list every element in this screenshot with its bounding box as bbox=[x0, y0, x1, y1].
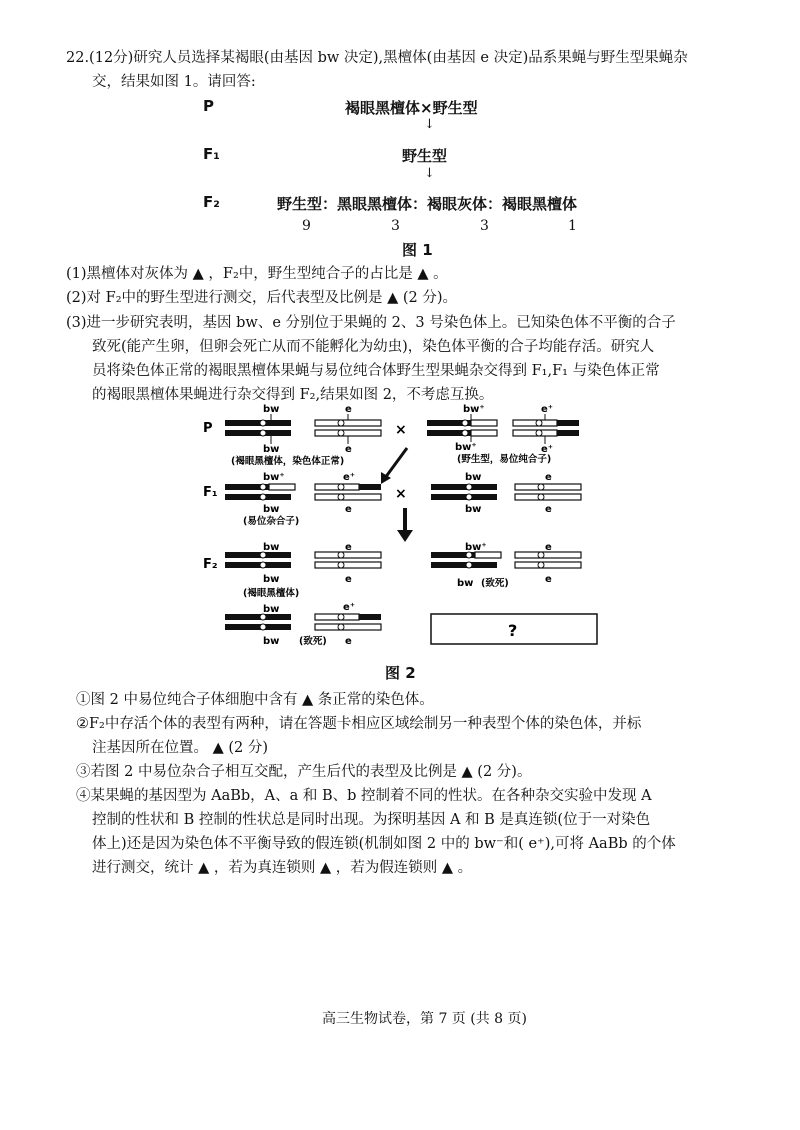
fig2-caption: 图 2 bbox=[385, 664, 416, 682]
fig2-f2c-gene-bw-top: bw bbox=[263, 604, 280, 615]
question-line-2: 交，结果如图 1。请回答: bbox=[92, 74, 256, 90]
fig2-f1-label: F₁ bbox=[203, 485, 218, 500]
fig2-p-gene-bwp-top: bw⁺ bbox=[463, 404, 485, 415]
fig2-f1-gene-bwp: bw⁺ bbox=[263, 472, 285, 483]
fig2-p-right-caption: (野生型，易位纯合子) bbox=[457, 454, 552, 465]
subq-1: ①图 2 中易位纯合子体细胞中含有 ▲ 条正常的染色体。 bbox=[76, 692, 434, 708]
fig2-f2c-gene-ep: e⁺ bbox=[343, 602, 356, 613]
fig1-p-label: P bbox=[203, 97, 214, 115]
fig2-f2b-caption: (致死) bbox=[481, 578, 509, 589]
question-line-1: 22.(12分)研究人员选择某褐眼(由基因 bw 决定),黑檀体(由基因 e 决定)品系果蝇与野生型果蝇杂 bbox=[66, 50, 688, 66]
fig2-f1r-gene-e-top: e bbox=[545, 472, 552, 483]
fig2-f1-gene-bw: bw bbox=[263, 504, 280, 515]
fig1-ratio-3: 3 bbox=[480, 218, 489, 234]
fig2-f2b-gene-bwp: bw⁺ bbox=[465, 542, 487, 553]
subq-4-line-3: 体上)还是因为染色体不平衡导致的假连锁(机制如图 2 中的 bw⁻和( e⁺),可将 AaBb 的个体 bbox=[92, 836, 676, 852]
fig2-f2c-caption: (致死) bbox=[299, 636, 327, 647]
q3-line-2: 致死(能产生卵，但卵会死亡从而不能孵化为幼虫)，染色体平衡的合子均能存活。研究人 bbox=[92, 339, 655, 355]
fig2-f2a-caption: (褐眼黑檀体) bbox=[243, 588, 300, 599]
fig2-f2c-gene-bw-bot: bw bbox=[263, 636, 280, 647]
fig1-f2-text: 野生型：黑眼黑檀体：褐眼灰体：褐眼黑檀体 bbox=[277, 195, 578, 213]
fig2-f1r-gene-bw-top: bw bbox=[465, 472, 482, 483]
fig2-f1r-gene-bw-bot: bw bbox=[465, 504, 482, 515]
fig2-f2a-gene-e-top: e bbox=[345, 542, 352, 553]
subq-2-line-2: 注基因所在位置。 ▲ (2 分) bbox=[92, 740, 269, 756]
fig2-f2a-gene-bw-top: bw bbox=[263, 542, 280, 553]
fig1-p-cross: 褐眼黑檀体×野生型 bbox=[345, 99, 478, 117]
q3-line-1: (3)进一步研究表明，基因 bw、e 分别位于果蝇的 2、3 号染色体上。已知染色体不平衡的合子 bbox=[66, 315, 676, 331]
fig1-f2-label: F₂ bbox=[203, 193, 220, 211]
fig2-f2-label: F₂ bbox=[203, 557, 218, 572]
fig2-f1r-gene-e-bot: e bbox=[545, 504, 552, 515]
fig1-f1-label: F₁ bbox=[203, 145, 220, 163]
fig2-f1-cross: × bbox=[395, 486, 407, 502]
fig1-caption: 图 1 bbox=[402, 241, 433, 259]
page-footer: 高三生物试卷，第 7 页 (共 8 页) bbox=[322, 1011, 527, 1027]
q2-text: (2)对 F₂中的野生型进行测交，后代表型及比例是 ▲ (2 分)。 bbox=[66, 290, 458, 306]
fig1-f1-text: 野生型 bbox=[402, 147, 448, 165]
subq-2-line-1: ②F₂中存活个体的表型有两种，请在答题卡相应区域绘制另一种表型个体的染色体，并标 bbox=[76, 716, 642, 732]
subq-4-line-2: 控制的性状和 B 控制的性状总是同时出现。为探明基因 A 和 B 是真连锁(位于一对染色 bbox=[92, 812, 651, 828]
fig2-p-left-caption: (褐眼黑檀体，染色体正常) bbox=[231, 456, 345, 467]
fig1-arrow-2: ↓ bbox=[424, 166, 435, 181]
q3-line-4: 的褐眼黑檀体果蝇进行杂交得到 F₂,结果如图 2，不考虑互换。 bbox=[92, 387, 494, 403]
fig2-p-gene-e-bot: e bbox=[345, 444, 352, 455]
q3-line-3: 员将染色体正常的褐眼黑檀体果蝇与易位纯合体野生型果蝇杂交得到 F₁,F₁ 与染色体正常 bbox=[92, 363, 660, 379]
subq-4-line-1: ④某果蝇的基因型为 AaBb，A、a 和 B、b 控制着不同的性状。在各种杂交实验中发现 A bbox=[76, 788, 652, 804]
fig2-f2b-gene-e-bot: e bbox=[545, 574, 552, 585]
fig2-p-label: P bbox=[203, 421, 213, 436]
fig2-p-gene-bw-bot: bw bbox=[263, 444, 280, 455]
fig2-f1-gene-e: e bbox=[345, 504, 352, 515]
fig2-p-gene-bw-top: bw bbox=[263, 404, 280, 415]
fig2-f2b-gene-e-top: e bbox=[545, 542, 552, 553]
fig2-f2c-gene-e: e bbox=[345, 636, 352, 647]
figure-2-diagram bbox=[195, 400, 615, 650]
fig2-p-gene-ep-bot: e⁺ bbox=[541, 444, 554, 455]
fig2-f2a-gene-e-bot: e bbox=[345, 574, 352, 585]
fig1-ratio-2: 3 bbox=[391, 218, 400, 234]
subq-3: ③若图 2 中易位杂合子相互交配，产生后代的表型及比例是 ▲ (2 分)。 bbox=[76, 764, 532, 780]
fig1-ratio-4: 1 bbox=[568, 218, 577, 234]
q1-text: (1)黑檀体对灰体为 ▲ ，F₂中，野生型纯合子的占比是 ▲ 。 bbox=[66, 266, 448, 282]
fig2-unknown: ? bbox=[508, 621, 518, 640]
fig2-p-gene-bwp-bot: bw⁺ bbox=[455, 442, 477, 453]
fig2-p-gene-e-top: e bbox=[345, 404, 352, 415]
fig2-p-gene-ep-top: e⁺ bbox=[541, 404, 554, 415]
fig1-arrow-1: ↓ bbox=[424, 117, 435, 132]
fig1-ratio-1: 9 bbox=[302, 218, 311, 234]
fig2-p-cross: × bbox=[395, 422, 407, 438]
fig2-f2a-gene-bw-bot: bw bbox=[263, 574, 280, 585]
fig2-f1-gene-ep: e⁺ bbox=[343, 472, 356, 483]
subq-4-line-4: 进行测交，统计 ▲ ，若为真连锁则 ▲ ，若为假连锁则 ▲ 。 bbox=[92, 860, 473, 876]
fig2-f1-caption: (易位杂合子) bbox=[243, 516, 300, 527]
fig2-f2b-gene-bw: bw bbox=[457, 578, 474, 589]
